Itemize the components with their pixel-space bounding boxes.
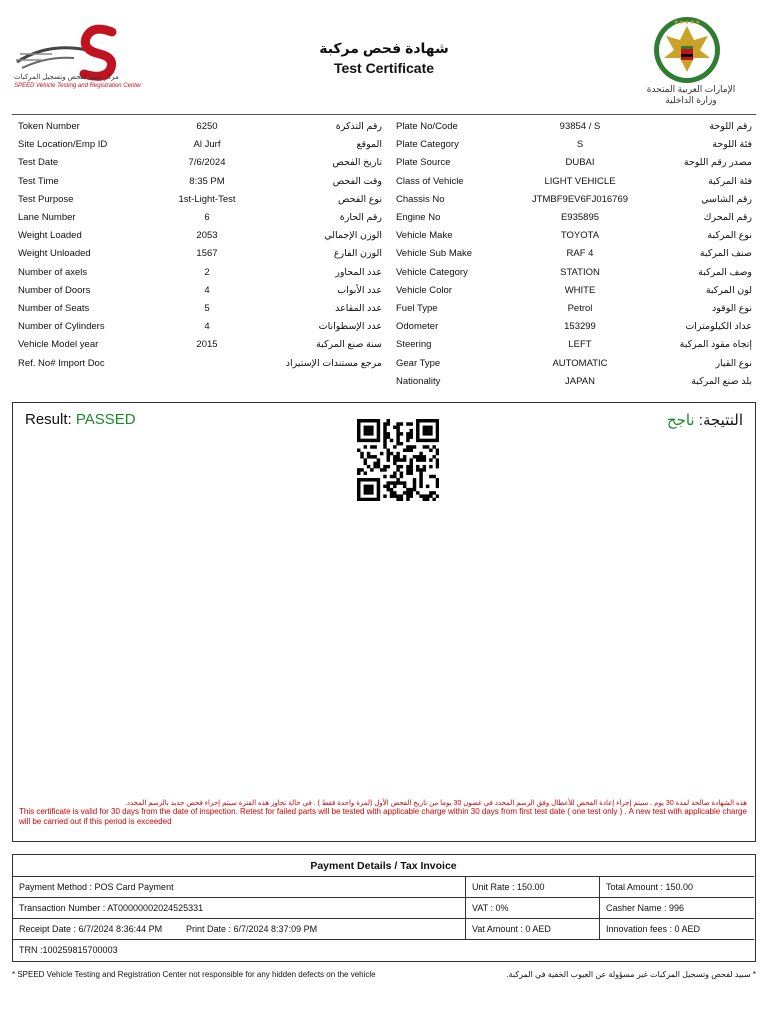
right-label-arabic: إتجاه مقود المركبة	[679, 339, 752, 351]
right-row	[390, 282, 756, 300]
left-label-arabic: رقم التذكرة	[335, 121, 382, 132]
result-label-arabic: النتيجة:	[698, 412, 743, 429]
right-label: Gear Type	[396, 357, 441, 369]
receipt-date: Receipt Date : 6/7/2024 8:36:44 PM	[19, 924, 163, 934]
disclaimer-arabic: * سبيد لفحص وتسجيل المركبات غير مسؤولة عن العيوب الخفية في المركبة.	[506, 970, 756, 979]
left-label: Number of axels	[18, 266, 88, 278]
right-value: JTMBF9EV6FJ016769	[531, 193, 629, 205]
left-label-arabic: سنة صنع المركبة	[316, 339, 382, 351]
right-row	[390, 300, 756, 318]
payment-row	[13, 877, 754, 898]
left-value: 2053	[196, 230, 218, 242]
left-row	[12, 355, 386, 373]
right-value: STATION	[560, 266, 600, 278]
left-label: Weight Loaded	[18, 230, 82, 242]
payment-row	[13, 898, 754, 919]
vehicle-info-section	[12, 114, 756, 394]
left-label: Test Time	[18, 175, 59, 187]
trn-number: TRN :100259815700003	[19, 945, 118, 955]
right-value: DUBAI	[565, 157, 595, 169]
left-row	[12, 118, 386, 136]
right-label: Vehicle Color	[396, 284, 452, 296]
left-row	[12, 300, 386, 318]
right-label-arabic: بلد صنع المركبة	[691, 375, 752, 387]
right-value: LIGHT VEHICLE	[544, 175, 616, 187]
left-label-arabic: وقت الفحص	[332, 175, 382, 187]
right-label: Class of Vehicle	[396, 175, 464, 187]
page-title: Test Certificate	[333, 60, 435, 76]
result-english	[25, 411, 136, 428]
disclaimer: * SPEED Vehicle Testing and Registration Center not responsible for any hidden defects on the vehicle	[12, 970, 376, 979]
right-value: 153299	[564, 321, 596, 333]
left-label: Number of Doors	[18, 284, 91, 296]
left-row	[12, 245, 386, 263]
left-label-arabic: رقم الحارة	[339, 212, 382, 223]
left-label: Lane Number	[18, 212, 76, 223]
result-value-arabic: ناجح	[666, 412, 695, 429]
right-value: TOYOTA	[560, 230, 600, 242]
left-value: 6250	[196, 121, 218, 132]
left-row	[12, 282, 386, 300]
right-value: RAF 4	[566, 248, 594, 260]
right-label-arabic: نوع المركبة	[707, 230, 752, 242]
left-value: 5	[204, 303, 210, 314]
right-label: Plate Category	[396, 139, 459, 151]
transaction-number: Transaction Number : AT00000002024525331	[19, 903, 204, 913]
payment-method: Payment Method : POS Card Payment	[19, 882, 174, 892]
validity-notice-arabic: هذه الشهادة صالحة لمدة 30 يوم . سيتم إجراء إعادة الفحص للأعطال وفق الرسم المحدد في غضون 30 يوما من تاريخ الفحص الأول (لمرة واحدة فقط ) . في حالة تجاوز هذه الفترة سيتم إجراء فحص جديد بالرسم المحدد.	[124, 800, 747, 807]
right-value: LEFT	[568, 339, 592, 351]
left-label-arabic: عدد المقاعد	[335, 303, 382, 314]
left-row	[12, 191, 386, 209]
right-label: Nationality	[396, 375, 441, 387]
left-label: Ref. No# Import Doc	[18, 357, 105, 369]
right-label: Vehicle Category	[396, 266, 468, 278]
result-label: Result:	[25, 411, 72, 428]
right-label: Odometer	[396, 321, 439, 333]
left-value: 8:35 PM	[189, 175, 225, 187]
right-label-arabic: رقم الشاسي	[701, 193, 752, 205]
right-row	[390, 336, 756, 354]
total-amount: Total Amount : 150.00	[599, 877, 754, 897]
right-label: Steering	[396, 339, 432, 351]
print-date: Print Date : 6/7/2024 8:37:09 PM	[186, 924, 318, 934]
right-label-arabic: مصدر رقم اللوحة	[683, 157, 752, 169]
uae-emblem-icon	[652, 14, 722, 86]
right-label-arabic: فئة المركبة	[708, 175, 752, 187]
unit-rate: Unit Rate : 150.00	[465, 877, 599, 897]
left-row	[12, 209, 386, 227]
certificate-header	[0, 0, 768, 110]
right-row	[390, 118, 756, 136]
right-label-arabic: وصف المركبة	[698, 266, 752, 278]
right-label-arabic: نوع الوقود	[712, 303, 752, 314]
right-value: AUTOMATIC	[552, 357, 608, 369]
ministry-line-2: وزارة الداخلية	[665, 95, 717, 105]
payment-title: Payment Details / Tax Invoice	[13, 855, 754, 877]
left-label-arabic: الموقع	[356, 139, 382, 151]
speed-logo-english-text: SPEED Vehicle Testing and Registration Center	[14, 83, 142, 89]
left-label-arabic: عدد الإسطوانات	[318, 321, 382, 333]
result-arabic	[667, 411, 743, 429]
result-section	[12, 402, 756, 842]
left-label: Test Purpose	[18, 193, 74, 205]
right-label: Chassis No	[396, 193, 445, 205]
left-label: Number of Cylinders	[18, 321, 105, 333]
payment-row	[13, 940, 754, 961]
right-value: E935895	[560, 212, 600, 223]
right-label: Vehicle Make	[396, 230, 453, 242]
right-label: Vehicle Sub Make	[396, 248, 473, 260]
left-label-arabic: عدد الأبواب	[337, 284, 382, 296]
right-label: Plate No/Code	[396, 121, 458, 132]
left-label: Token Number	[18, 121, 80, 132]
right-row	[390, 173, 756, 191]
right-row	[390, 373, 756, 391]
left-row	[12, 154, 386, 172]
left-label: Site Location/Emp ID	[18, 139, 108, 151]
vat-rate: VAT : 0%	[465, 898, 599, 918]
left-row	[12, 264, 386, 282]
right-value: Petrol	[567, 303, 593, 314]
left-label: Test Date	[18, 157, 59, 169]
left-label: Vehicle Model year	[18, 339, 99, 351]
left-label-arabic: تاريخ الفحص	[332, 157, 382, 169]
left-label: Weight Unloaded	[18, 248, 91, 260]
result-value: PASSED	[75, 411, 136, 428]
right-row	[390, 355, 756, 373]
left-value: 7/6/2024	[188, 157, 226, 169]
ministry-line-1: الإمارات العربية المتحدة	[646, 84, 736, 94]
svg-text:★★★★★: ★★★★★	[673, 20, 701, 26]
left-value: 6	[204, 212, 210, 223]
right-label-arabic: لون المركبة	[705, 284, 752, 296]
left-value: 4	[204, 321, 210, 333]
right-label: Plate Source	[396, 157, 451, 169]
right-value: JAPAN	[565, 375, 595, 387]
right-label-arabic: رقم اللوحة	[709, 121, 752, 132]
right-label: Fuel Type	[396, 303, 438, 314]
right-row	[390, 154, 756, 172]
left-row	[12, 173, 386, 191]
payment-details-table	[12, 854, 756, 962]
right-row	[390, 318, 756, 336]
left-label-arabic: الوزن الإجمالي	[324, 230, 382, 242]
right-label-arabic: رقم المحرك	[703, 212, 752, 223]
left-label: Number of Seats	[18, 303, 90, 314]
innovation-fees: Innovation fees : 0 AED	[599, 919, 754, 939]
right-value: 93854 / S	[559, 121, 601, 132]
speed-logo-arabic-text: مركز سبيد لفحص وتسجيل المركبات	[14, 74, 119, 81]
right-value: WHITE	[564, 284, 596, 296]
right-row	[390, 209, 756, 227]
left-label-arabic: نوع الفحص	[338, 193, 382, 205]
right-label-arabic: صنف المركبة	[699, 248, 752, 260]
validity-notice: This certificate is valid for 30 days from the date of inspection. Retest for failed parts will be tested with applicable charge within 30 days from first test date ( one test only ) . A new test with applicable charge will be carried out if this period is exceeded	[19, 807, 747, 826]
left-value: 2015	[196, 339, 218, 351]
left-row	[12, 227, 386, 245]
payment-row	[13, 919, 754, 940]
right-row	[390, 245, 756, 263]
left-label-arabic: عدد المحاور	[335, 266, 382, 278]
right-label-arabic: نوع القيار	[715, 357, 752, 369]
right-row	[390, 191, 756, 209]
left-value: 2	[204, 266, 210, 278]
left-row	[12, 136, 386, 154]
left-value: 1567	[196, 248, 218, 260]
right-label-arabic: عداد الكيلومترات	[685, 321, 752, 333]
left-value: 1st-Light-Test	[178, 193, 236, 205]
left-row	[12, 336, 386, 354]
left-value: Al Jurf	[193, 139, 221, 151]
right-value: S	[576, 139, 584, 151]
casher-name: Casher Name : 996	[599, 898, 754, 918]
right-row	[390, 264, 756, 282]
qr-code-icon	[357, 419, 439, 501]
right-label-arabic: فئة اللوحة	[712, 139, 752, 151]
right-row	[390, 136, 756, 154]
left-label-arabic: مرجع مستندات الإستيراد	[285, 357, 382, 369]
right-row	[390, 227, 756, 245]
left-row	[12, 318, 386, 336]
left-label-arabic: الوزن الفارغ	[333, 248, 382, 260]
page-title-arabic: شهادة فحص مركبة	[319, 40, 449, 56]
vat-amount: Vat Amount : 0 AED	[465, 919, 599, 939]
left-value: 4	[204, 284, 210, 296]
right-label: Engine No	[396, 212, 441, 223]
